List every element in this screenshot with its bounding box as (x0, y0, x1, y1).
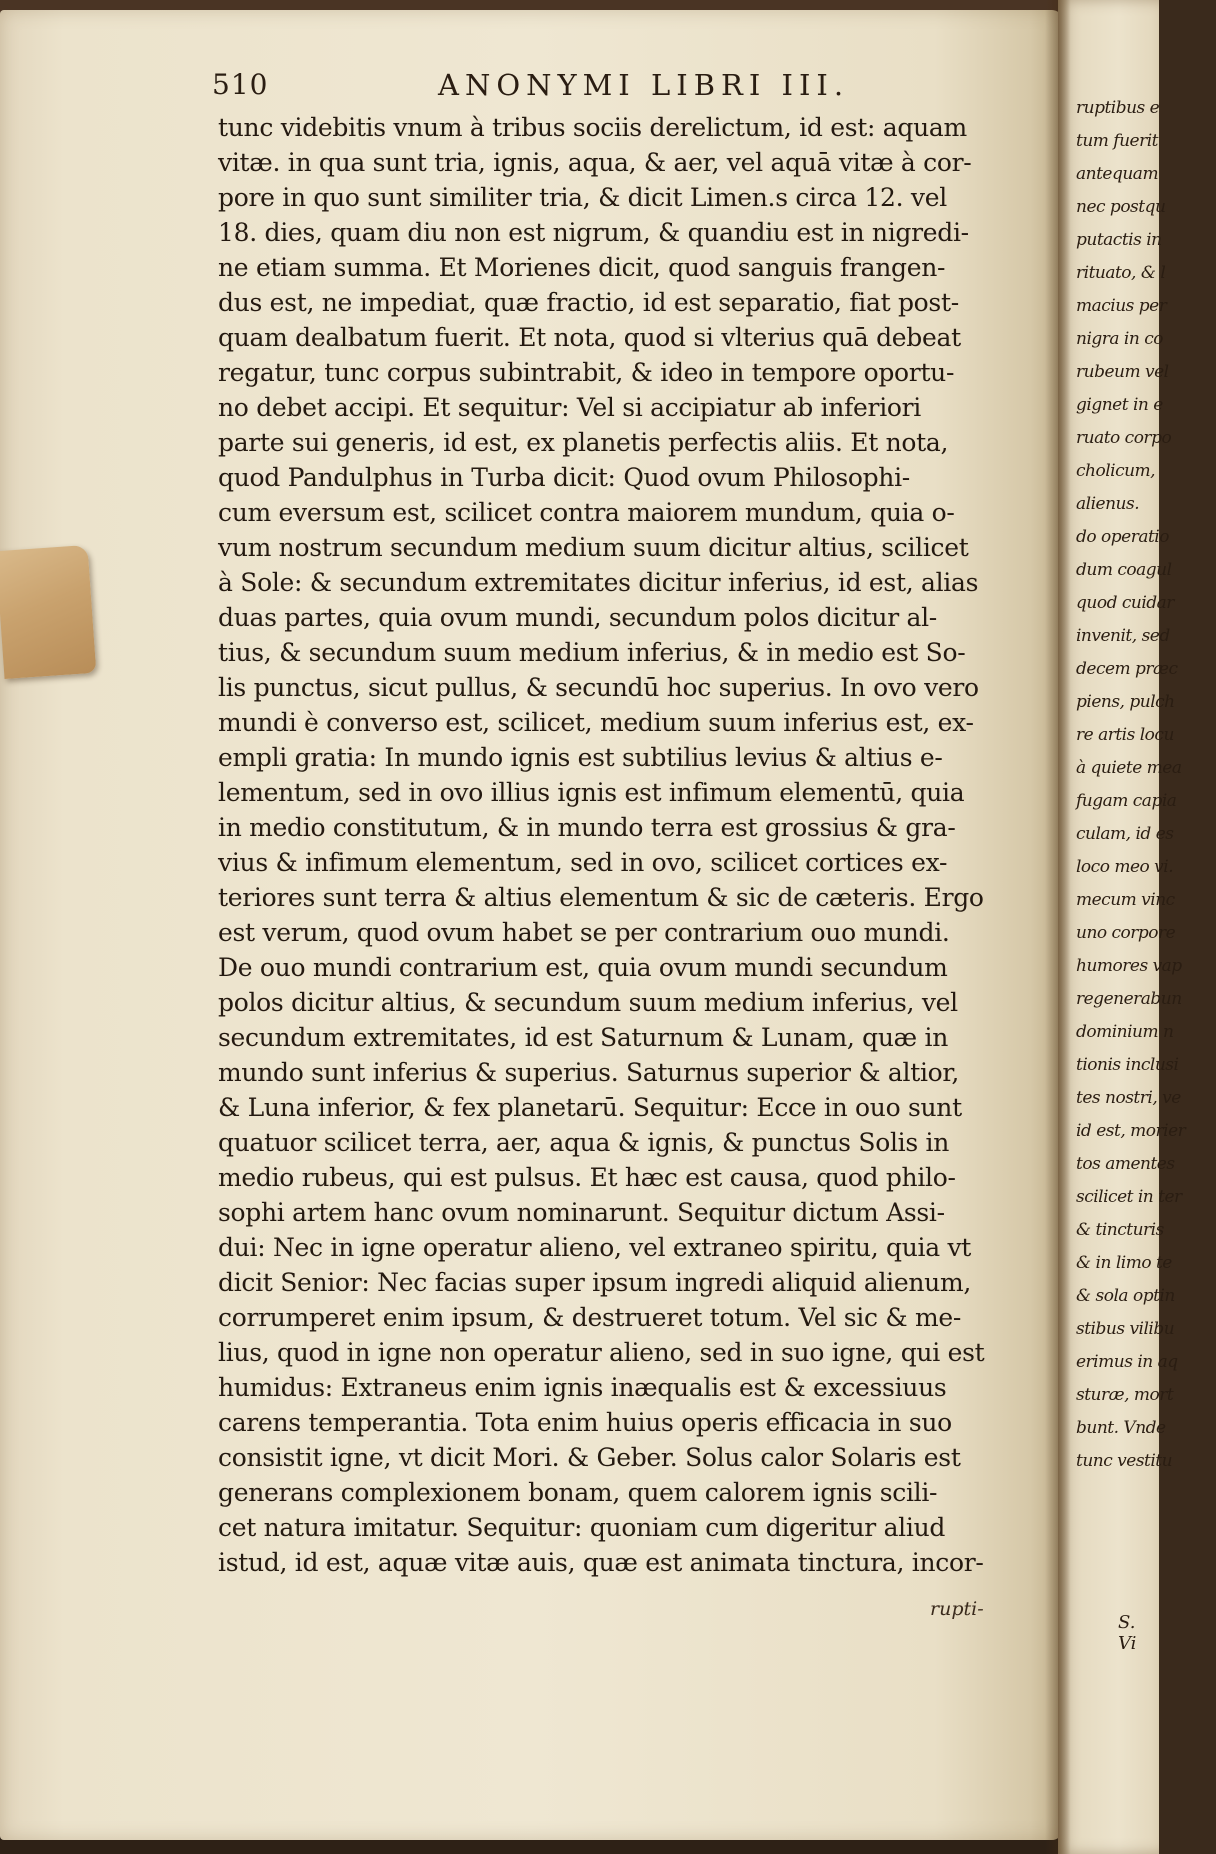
text-line: istud, id est, aquæ vitæ auis, quæ est animata tinctura, incor- (218, 1548, 984, 1577)
text-line: ne etiam summa. Et Morienes dicit, quod sanguis frangen- (218, 253, 946, 282)
right-page-line: tunc vestitu (1076, 1451, 1173, 1471)
text-line: quam dealbatum fuerit. Et nota, quod si vlterius quā debeat (218, 323, 961, 352)
text-line: dicit Senior: Nec facias super ipsum ingredi aliquid alienum, (218, 1268, 972, 1297)
right-page-line: piens, pulch (1076, 692, 1175, 712)
right-page-line: alienus. (1076, 494, 1140, 514)
right-page-line: nec postqu (1076, 197, 1166, 217)
right-page-line: & tincturis (1076, 1220, 1164, 1240)
text-line: polos dicitur altius, & secundum suum medium inferius, vel (218, 988, 958, 1017)
right-page-signature: S. Vi (1118, 1612, 1137, 1654)
text-line: dui: Nec in igne operatur alieno, vel extraneo spiritu, quia vt (218, 1233, 972, 1262)
right-page-line: quod cuidar (1076, 593, 1174, 613)
running-title: ANONYMI LIBRI III. (438, 68, 850, 102)
right-page-line: dum coagul (1076, 560, 1172, 580)
right-page-line: rituato, & l (1076, 263, 1166, 283)
text-line: corrumperet enim ipsum, & destrueret totum. Vel sic & me- (218, 1303, 961, 1332)
text-line: in medio constitutum, & in mundo terra est grossius & gra- (218, 813, 956, 842)
left-page (0, 10, 1062, 1840)
right-page-line: ruato corpo (1076, 428, 1172, 448)
text-line: quod Pandulphus in Turba dicit: Quod ovum Philosophi- (218, 463, 910, 492)
text-line: sophi artem hanc ovum nominarunt. Sequitur dictum Assi- (218, 1198, 945, 1227)
body-text (218, 110, 1012, 1580)
page-number: 510 (212, 68, 269, 101)
text-line: à Sole: & secundum extremitates dicitur inferius, id est, alias (218, 568, 979, 597)
right-page-line: tum fuerit (1076, 131, 1159, 151)
right-page-line: loco meo vi. (1076, 857, 1174, 877)
right-page-line: cholicum, (1076, 461, 1156, 481)
right-page-line: tos amentes (1076, 1154, 1175, 1174)
right-page-line: sturæ, mort (1076, 1385, 1174, 1405)
text-line: vius & infimum elementum, sed in ovo, scilicet cortices ex- (218, 848, 948, 877)
right-page-text (1076, 92, 1216, 1478)
text-line: generans complexionem bonam, quem calorem ignis scili- (218, 1478, 938, 1507)
text-line: humidus: Extraneus enim ignis inæqualis est & excessiuus (218, 1373, 947, 1402)
text-line: medio rubeus, qui est pulsus. Et hæc est causa, quod philo- (218, 1163, 956, 1192)
text-line: est verum, quod ovum habet se per contrarium ouo mundi. (218, 918, 950, 947)
text-line: consistit igne, vt dicit Mori. & Geber. Solus calor Solaris est (218, 1443, 961, 1472)
right-page-line: culam, id es (1076, 824, 1174, 844)
right-page-line: re artis locu (1076, 725, 1174, 745)
text-line: mundo sunt inferius & superius. Saturnus superior & altior, (218, 1058, 959, 1087)
text-line: cum eversum est, scilicet contra maiorem mundum, quia o- (218, 498, 955, 527)
text-line: duas partes, quia ovum mundi, secundum polos dicitur al- (218, 603, 937, 632)
right-page-line: erimus in aq (1076, 1352, 1178, 1372)
text-line: pore in quo sunt similiter tria, & dicit Limen.s circa 12. vel (218, 183, 947, 212)
text-line: quatuor scilicet terra, aer, aqua & ignis, & punctus Solis in (218, 1128, 950, 1157)
text-line: carens temperantia. Tota enim huius operis efficacia in suo (218, 1408, 952, 1437)
text-line: lementum, sed in ovo illius ignis est infimum elementū, quia (218, 778, 965, 807)
text-line: & Luna inferior, & fex planetarū. Sequitur: Ecce in ouo sunt (218, 1093, 962, 1122)
text-line: parte sui generis, id est, ex planetis perfectis aliis. Et nota, (218, 428, 949, 457)
right-page-line: tes nostri, ve (1076, 1088, 1181, 1108)
catchword: rupti- (930, 1598, 984, 1620)
right-page-line: bunt. Vnde (1076, 1418, 1166, 1438)
text-line: tunc videbitis vnum à tribus sociis derelictum, id est: aquam (218, 113, 967, 142)
text-line: vum nostrum secundum medium suum dicitur altius, scilicet (218, 533, 969, 562)
text-line: cet natura imitatur. Sequitur: quoniam cum digeritur aliud (218, 1513, 946, 1542)
right-page (1058, 0, 1186, 1854)
text-line: regatur, tunc corpus subintrabit, & ideo in tempore oportu- (218, 358, 955, 387)
right-page-line: mecum vinc (1076, 890, 1175, 910)
right-page-line: decem præc (1076, 659, 1178, 679)
right-page-line: & sola optin (1076, 1286, 1175, 1306)
text-line: lius, quod in igne non operatur alieno, sed in suo igne, qui est (218, 1338, 985, 1367)
right-page-line: humores vap (1076, 956, 1182, 976)
text-line: 18. dies, quam diu non est nigrum, & quandiu est in nigredi- (218, 218, 969, 247)
right-page-line: gignet in e (1076, 395, 1163, 415)
right-page-line: & in limo te (1076, 1253, 1172, 1273)
text-line: lis punctus, sicut pullus, & secundū hoc superius. In ovo vero (218, 673, 979, 702)
right-page-line: dominium n (1076, 1022, 1174, 1042)
right-page-line: id est, morier (1076, 1121, 1186, 1141)
text-line: vitæ. in qua sunt tria, ignis, aqua, & aer, vel aquā vitæ à cor- (218, 148, 972, 177)
right-page-line: stibus vilibu (1076, 1319, 1175, 1339)
right-page-line: putactis in (1076, 230, 1162, 250)
right-page-line: nigra in co (1076, 329, 1163, 349)
right-page-line: regenerabun (1076, 989, 1182, 1009)
right-page-line: uno corpore (1076, 923, 1176, 943)
bookmark-tab (0, 545, 96, 679)
text-line: mundi è converso est, scilicet, medium suum inferius est, ex- (218, 708, 974, 737)
text-line: no debet accipi. Et sequitur: Vel si accipiatur ab inferiori (218, 393, 921, 422)
text-line: teriores sunt terra & altius elementum & sic de cæteris. Ergo (218, 883, 984, 912)
right-page-line: do operatio (1076, 527, 1169, 547)
right-page-line: fugam capia (1076, 791, 1177, 811)
right-page-line: rubeum vel (1076, 362, 1169, 382)
right-page-line: à quiete mea (1076, 758, 1182, 778)
right-page-line: macius per (1076, 296, 1167, 316)
running-head (212, 68, 852, 108)
text-line: secundum extremitates, id est Saturnum & Lunam, quæ in (218, 1023, 948, 1052)
text-line: tius, & secundum suum medium inferius, & in medio est So- (218, 638, 966, 667)
book-gutter (1045, 0, 1071, 1854)
right-page-line: ruptibus e (1076, 98, 1160, 118)
right-page-line: scilicet in ter (1076, 1187, 1182, 1207)
text-line: dus est, ne impediat, quæ fractio, id est separatio, fiat post- (218, 288, 959, 317)
right-page-line: invenit, sed (1076, 626, 1170, 646)
right-page-line: tionis inclusi (1076, 1055, 1179, 1075)
text-line: De ouo mundi contrarium est, quia ovum mundi secundum (218, 953, 948, 982)
right-page-line: antequam (1076, 164, 1159, 184)
text-line: empli gratia: In mundo ignis est subtilius levius & altius e- (218, 743, 943, 772)
